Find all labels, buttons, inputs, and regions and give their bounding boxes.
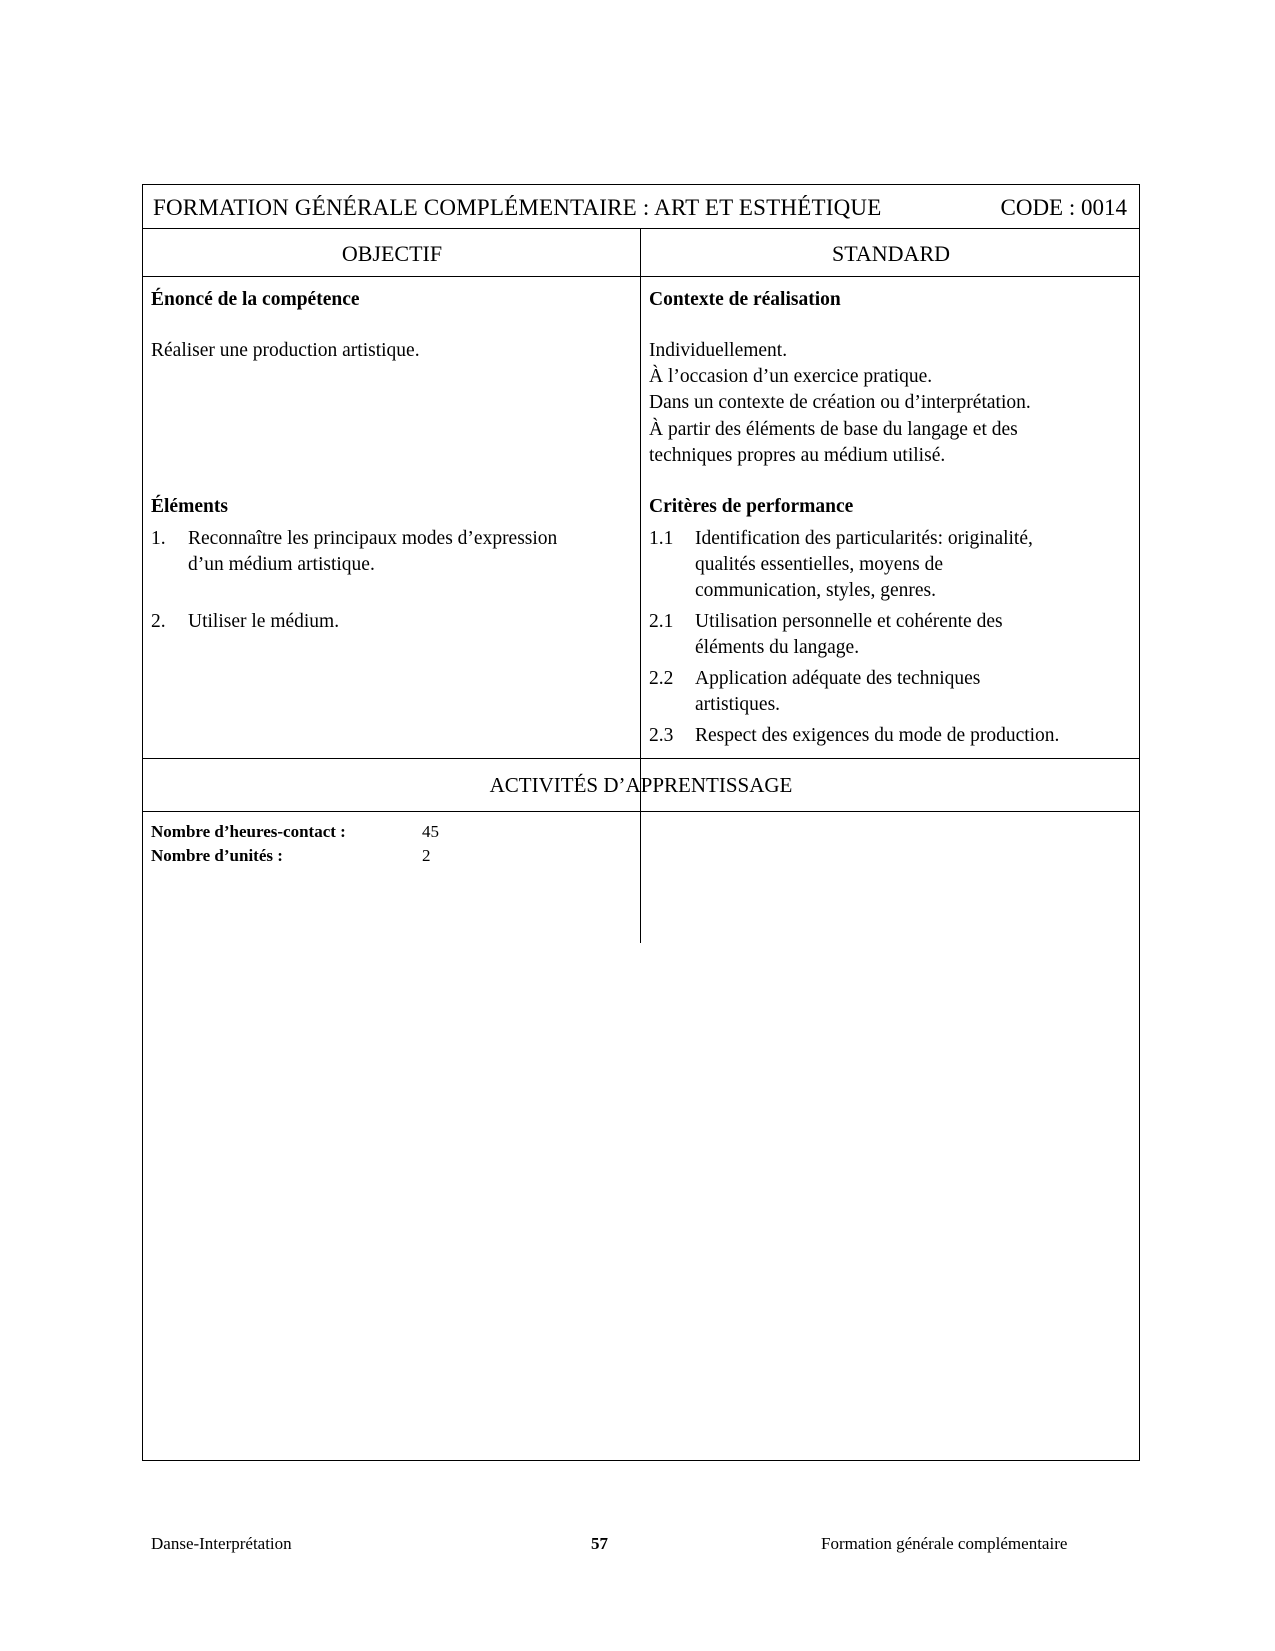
element-1-number: 1. xyxy=(151,528,166,549)
elements-heading: Éléments xyxy=(151,496,228,517)
standard-header: STANDARD xyxy=(831,241,951,266)
critere-2-3-line-1: Respect des exigences du mode de production. xyxy=(695,725,1060,746)
contexte-line-5: techniques propres au médium utilisé. xyxy=(649,445,946,466)
critere-1-1-line-2: qualités essentielles, moyens de xyxy=(695,554,944,575)
enonce-text: Réaliser une production artistique. xyxy=(151,340,420,361)
element-2-number: 2. xyxy=(151,611,166,632)
critere-1-1-number: 1.1 xyxy=(649,528,674,549)
unites-value: 2 xyxy=(422,846,431,865)
element-1-line-1: Reconnaître les principaux modes d’expression xyxy=(188,528,558,549)
critere-1-1-line-3: communication, styles, genres. xyxy=(695,580,936,601)
element-2-line-1: Utiliser le médium. xyxy=(188,611,340,632)
heures-contact-label: Nombre d’heures-contact : xyxy=(151,822,346,841)
column-header-row xyxy=(143,229,1139,277)
footer-section: Formation générale complémentaire xyxy=(821,1534,1068,1553)
element-1-line-2: d’un médium artistique. xyxy=(188,554,375,575)
contexte-line-4: À partir des éléments de base du langage et des xyxy=(649,419,1018,440)
page-number: 57 xyxy=(591,1534,608,1553)
criteres-heading: Critères de performance xyxy=(649,496,854,517)
title-row xyxy=(143,185,1139,229)
activites-heading: ACTIVITÉS D’APPRENTISSAGE xyxy=(489,773,793,797)
competence-table xyxy=(142,184,1140,1461)
course-code: CODE : 0014 xyxy=(1000,195,1127,220)
document-title: FORMATION GÉNÉRALE COMPLÉMENTAIRE : ART ET ESTHÉTIQUE xyxy=(153,195,882,220)
footer-program: Danse-Interprétation xyxy=(151,1534,292,1553)
objectif-header: OBJECTIF xyxy=(341,241,443,266)
critere-1-1-line-1: Identification des particularités: originalité, xyxy=(695,528,1033,549)
activites-row xyxy=(143,758,1139,812)
critere-2-1-number: 2.1 xyxy=(649,611,674,632)
critere-2-2-number: 2.2 xyxy=(649,668,674,689)
critere-2-1-line-2: éléments du langage. xyxy=(695,637,860,658)
critere-2-3-number: 2.3 xyxy=(649,725,674,746)
contexte-line-3: Dans un contexte de création ou d’interprétation. xyxy=(649,392,1031,413)
enonce-heading: Énoncé de la compétence xyxy=(151,289,360,310)
critere-2-1-line-1: Utilisation personnelle et cohérente des xyxy=(695,611,1003,632)
critere-2-2-line-1: Application adéquate des techniques xyxy=(695,668,981,689)
contexte-line-1: Individuellement. xyxy=(649,340,788,361)
unites-label: Nombre d’unités : xyxy=(151,846,283,865)
contexte-heading: Contexte de réalisation xyxy=(649,289,841,310)
critere-2-2-line-2: artistiques. xyxy=(695,694,781,715)
heures-contact-value: 45 xyxy=(422,822,439,841)
contexte-line-2: À l’occasion d’un exercice pratique. xyxy=(649,366,933,387)
column-divider xyxy=(640,229,641,943)
